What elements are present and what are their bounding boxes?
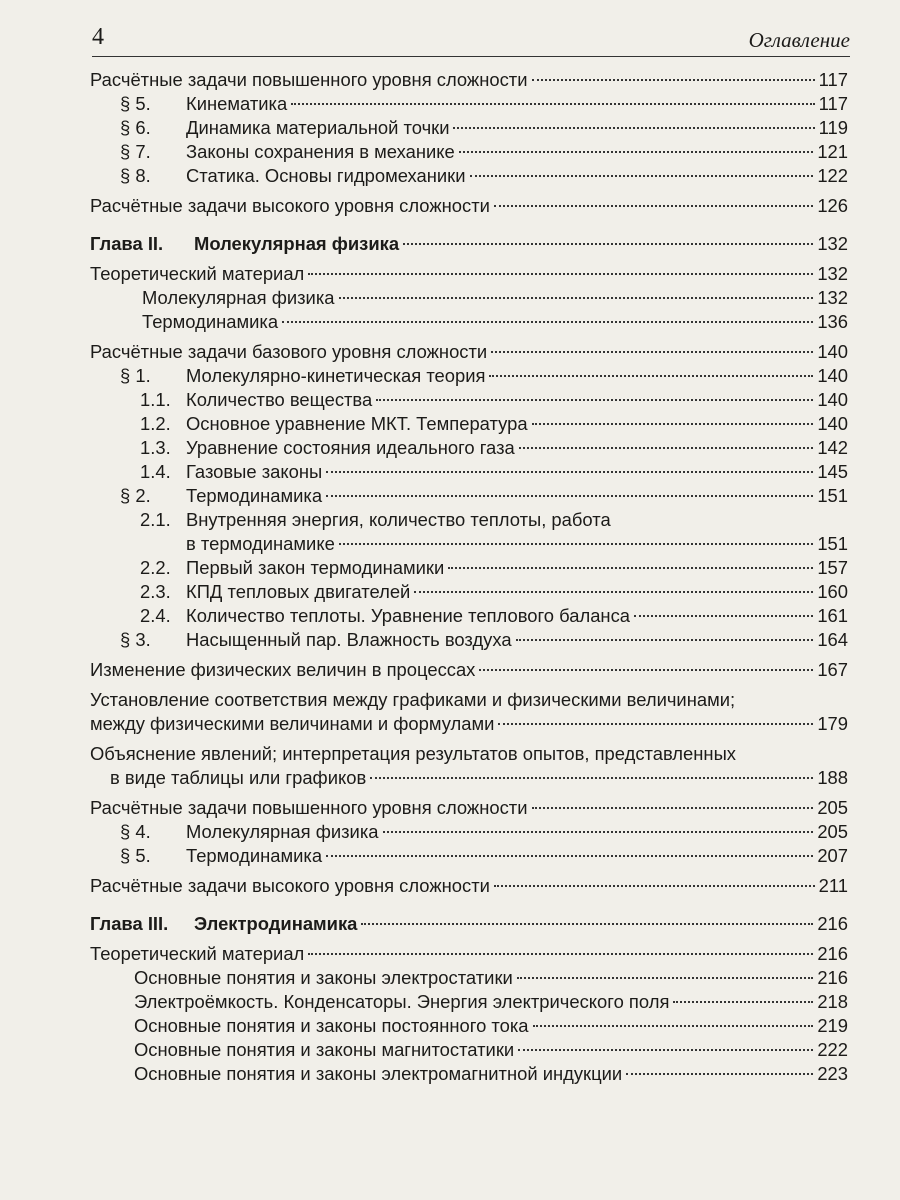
toc-entry xyxy=(90,556,848,580)
dot-leader xyxy=(532,807,814,809)
toc-entry xyxy=(90,286,848,310)
dot-leader xyxy=(532,423,814,425)
entry-page: 117 xyxy=(818,69,848,90)
toc-entry xyxy=(90,658,848,682)
entry-title: Динамика материальной точки xyxy=(186,117,450,138)
entry-title: Расчётные задачи высокого уровня сложности xyxy=(90,195,490,216)
subsection-number: 2.3. xyxy=(140,581,171,602)
toc-entry xyxy=(90,436,848,460)
entry-title: Основные понятия и законы постоянного тока xyxy=(134,1015,529,1036)
entry-page: 218 xyxy=(817,991,848,1012)
section-number: § 5. xyxy=(120,845,151,866)
entry-page: 132 xyxy=(817,233,848,254)
dot-leader xyxy=(326,855,813,857)
entry-page: 117 xyxy=(818,93,848,114)
entry-title: Термодинамика xyxy=(186,845,323,866)
entry-page: 132 xyxy=(817,287,848,308)
entry-title: Термодинамика xyxy=(186,485,323,506)
entry-title: Объяснение явлений; интерпретация результатов опытов, представленных xyxy=(90,743,736,764)
dot-leader xyxy=(479,669,813,671)
page-number: 4 xyxy=(92,24,104,50)
dot-leader xyxy=(518,1049,813,1051)
entry-page: 142 xyxy=(817,437,848,458)
section-number: § 3. xyxy=(120,629,151,650)
dot-leader xyxy=(498,723,813,725)
entry-page: 140 xyxy=(817,389,848,410)
section-number: § 7. xyxy=(120,141,151,162)
entry-page: 188 xyxy=(817,767,848,788)
toc-entry xyxy=(90,364,848,388)
entry-page: 126 xyxy=(817,195,848,216)
dot-leader xyxy=(291,103,814,105)
entry-title: Законы сохранения в механике xyxy=(186,141,455,162)
dot-leader xyxy=(383,831,814,833)
entry-title: Основные понятия и законы электромагнитной индукции xyxy=(134,1063,623,1084)
toc-entry xyxy=(90,604,848,628)
toc-entry xyxy=(90,942,848,966)
entry-page: 140 xyxy=(817,365,848,386)
dot-leader xyxy=(308,273,813,275)
toc-entry-multiline xyxy=(90,742,848,790)
toc-entry xyxy=(90,262,848,286)
entry-page: 151 xyxy=(817,485,848,506)
dot-leader xyxy=(448,567,813,569)
entry-page: 161 xyxy=(817,605,848,626)
entry-page: 207 xyxy=(817,845,848,866)
entry-title: Внутренняя энергия, количество теплоты, работа xyxy=(186,509,611,530)
entry-page: 205 xyxy=(817,821,848,842)
page-header xyxy=(92,22,850,57)
toc-entry-multiline xyxy=(90,508,848,556)
subsection-number: 2.1. xyxy=(140,509,171,530)
entry-line xyxy=(90,508,848,532)
dot-leader xyxy=(376,399,813,401)
dot-leader xyxy=(491,351,813,353)
toc-entry xyxy=(90,796,848,820)
chapter-number: Глава II. xyxy=(90,233,164,254)
chapter-title: Электродинамика xyxy=(194,913,358,934)
subsection-number: 2.2. xyxy=(140,557,171,578)
section-number: § 2. xyxy=(120,485,151,506)
dot-leader xyxy=(339,543,814,545)
section-number: § 8. xyxy=(120,165,151,186)
entry-title: КПД тепловых двигателей xyxy=(186,581,411,602)
entry-page: 119 xyxy=(818,117,848,138)
entry-title: Молекулярная физика xyxy=(186,821,379,842)
dot-leader xyxy=(626,1073,813,1075)
subsection-number: 1.1. xyxy=(140,389,171,410)
dot-leader xyxy=(459,151,814,153)
entry-title: Изменение физических величин в процессах xyxy=(90,659,476,680)
dot-leader xyxy=(517,977,814,979)
entry-page: 167 xyxy=(817,659,848,680)
chapter-number: Глава III. xyxy=(90,913,169,934)
entry-page: 222 xyxy=(817,1039,848,1060)
dot-leader xyxy=(282,321,813,323)
section-number: § 6. xyxy=(120,117,151,138)
dot-leader xyxy=(494,885,815,887)
dot-leader xyxy=(403,243,813,245)
entry-title: Первый закон термодинамики xyxy=(186,557,445,578)
toc-entry xyxy=(90,194,848,218)
entry-page: 216 xyxy=(817,913,848,934)
toc-entry xyxy=(90,1014,848,1038)
toc-entry xyxy=(90,1038,848,1062)
entry-page: 216 xyxy=(817,943,848,964)
section-number: § 5. xyxy=(120,93,151,114)
entry-title: Термодинамика xyxy=(142,311,279,332)
section-number: § 4. xyxy=(120,821,151,842)
subsection-number: 1.4. xyxy=(140,461,171,482)
entry-page: 205 xyxy=(817,797,848,818)
entry-page: 216 xyxy=(817,967,848,988)
entry-title: Расчётные задачи повышенного уровня сложности xyxy=(90,797,528,818)
entry-page: 164 xyxy=(817,629,848,650)
entry-page: 136 xyxy=(817,311,848,332)
toc-entry xyxy=(90,92,848,116)
toc-entry xyxy=(90,628,848,652)
dot-leader xyxy=(634,615,813,617)
running-title: Оглавление xyxy=(748,28,850,52)
entry-title: Теоретический материал xyxy=(90,263,305,284)
dot-leader xyxy=(326,471,813,473)
table-of-contents xyxy=(90,68,848,1086)
dot-leader xyxy=(308,953,813,955)
entry-page: 179 xyxy=(817,713,848,734)
entry-page: 160 xyxy=(817,581,848,602)
entry-title: Количество теплоты. Уравнение теплового баланса xyxy=(186,605,631,626)
entry-page: 157 xyxy=(817,557,848,578)
dot-leader xyxy=(494,205,813,207)
entry-page: 145 xyxy=(817,461,848,482)
dot-leader xyxy=(453,127,814,129)
toc-entry xyxy=(90,310,848,334)
toc-entry xyxy=(90,412,848,436)
toc-entry xyxy=(90,116,848,140)
entry-title: Статика. Основы гидромеханики xyxy=(186,165,466,186)
toc-entry xyxy=(90,140,848,164)
entry-title: Насыщенный пар. Влажность воздуха xyxy=(186,629,512,650)
entry-page: 140 xyxy=(817,413,848,434)
toc-entry xyxy=(90,164,848,188)
dot-leader xyxy=(489,375,813,377)
dot-leader xyxy=(339,297,814,299)
entry-title: Газовые законы xyxy=(186,461,323,482)
entry-title: Расчётные задачи базового уровня сложности xyxy=(90,341,488,362)
dot-leader xyxy=(673,1001,813,1003)
toc-entry xyxy=(90,68,848,92)
dot-leader xyxy=(533,1025,814,1027)
toc-entry xyxy=(90,990,848,1014)
dot-leader xyxy=(519,447,814,449)
entry-title: Основное уравнение МКТ. Температура xyxy=(186,413,528,434)
toc-entry xyxy=(90,820,848,844)
entry-line xyxy=(90,688,848,712)
dot-leader xyxy=(516,639,814,641)
toc-entry xyxy=(90,1062,848,1086)
entry-title: Теоретический материал xyxy=(90,943,305,964)
toc-entry xyxy=(90,580,848,604)
toc-entry xyxy=(90,388,848,412)
toc-entry xyxy=(90,874,848,898)
entry-title: Установление соответствия между графиками и физическими величинами; xyxy=(90,689,736,710)
toc-entry xyxy=(90,340,848,364)
entry-page: 122 xyxy=(817,165,848,186)
entry-page: 219 xyxy=(817,1015,848,1036)
subsection-number: 2.4. xyxy=(140,605,171,626)
toc-entry xyxy=(90,460,848,484)
toc-entry xyxy=(90,966,848,990)
toc-entry-multiline xyxy=(90,688,848,736)
dot-leader xyxy=(370,777,813,779)
entry-title: Количество вещества xyxy=(186,389,373,410)
entry-page: 132 xyxy=(817,263,848,284)
subsection-number: 1.2. xyxy=(140,413,171,434)
section-number: § 1. xyxy=(120,365,151,386)
entry-line xyxy=(90,532,848,556)
entry-title: Основные понятия и законы магнитостатики xyxy=(134,1039,515,1060)
toc-entry xyxy=(90,484,848,508)
entry-title: Электроёмкость. Конденсаторы. Энергия электрического поля xyxy=(134,991,670,1012)
entry-title: Уравнение состояния идеального газа xyxy=(186,437,515,458)
entry-title-continued: в термодинамике xyxy=(186,533,335,554)
dot-leader xyxy=(414,591,813,593)
entry-page: 223 xyxy=(817,1063,848,1084)
chapter-entry xyxy=(90,232,848,256)
entry-page: 140 xyxy=(817,341,848,362)
entry-title: Расчётные задачи повышенного уровня сложности xyxy=(90,69,528,90)
entry-title: Молекулярная физика xyxy=(142,287,335,308)
entry-page: 211 xyxy=(818,875,848,896)
entry-title-continued: в виде таблицы или графиков xyxy=(110,767,367,788)
entry-line xyxy=(90,712,848,736)
chapter-title: Молекулярная физика xyxy=(194,233,400,254)
entry-title: Расчётные задачи высокого уровня сложности xyxy=(90,875,490,896)
entry-page: 151 xyxy=(817,533,848,554)
dot-leader xyxy=(326,495,813,497)
entry-title: Кинематика xyxy=(186,93,288,114)
entry-line xyxy=(90,766,848,790)
subsection-number: 1.3. xyxy=(140,437,171,458)
toc-entry xyxy=(90,844,848,868)
chapter-entry xyxy=(90,912,848,936)
entry-line xyxy=(90,742,848,766)
entry-page: 121 xyxy=(817,141,848,162)
dot-leader xyxy=(361,923,813,925)
entry-title: Молекулярно-кинетическая теория xyxy=(186,365,486,386)
entry-title: Основные понятия и законы электростатики xyxy=(134,967,513,988)
dot-leader xyxy=(470,175,814,177)
entry-title-continued: между физическими величинами и формулами xyxy=(90,713,495,734)
dot-leader xyxy=(532,79,815,81)
